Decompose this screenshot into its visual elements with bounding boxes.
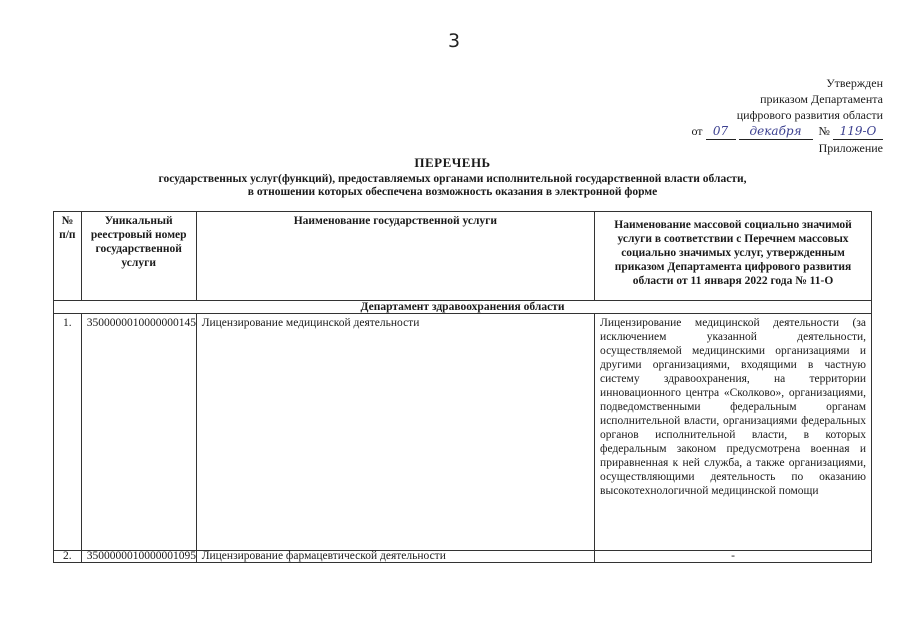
header-registry-number: Уникальный реестровый номер государственной услуги <box>81 212 196 301</box>
row-mass-service-name: Лицензирование медицинской деятельности (за исключением указанной деятельности, осуществляемой медицинскими организациями и другими организациями, входящими в частную систему здравоохранения, на территории инновационного центра «Сколково», организациями, подведомственными федеральным органам исполнительной власти, организациями федеральных органов исполнительной власти, в которых федеральным законом предусмотрена военная и приравненная к ней служба, а также организациями, осуществляющими деятельность по оказанию высокотехнологичной медицинской помощи <box>595 314 872 551</box>
header-number: № п/п <box>54 212 82 301</box>
row-registry-number: 3500000010000000145 <box>81 314 196 551</box>
page-number: 3 <box>448 30 461 52</box>
section-title: Департамент здравоохранения области <box>54 301 872 314</box>
number-label: № <box>818 124 830 138</box>
from-label: от <box>691 124 703 138</box>
section-row <box>54 301 872 314</box>
row-service-name: Лицензирование медицинской деятельности <box>196 314 594 551</box>
document-title: ПЕРЕЧЕНЬ <box>414 155 491 170</box>
table-row <box>54 314 872 551</box>
row-registry-number: 3500000010000001095 <box>81 551 196 563</box>
row-service-name: Лицензирование фармацевтической деятельности <box>196 551 594 563</box>
row-number: 2. <box>54 551 82 563</box>
approval-line-2: приказом Департамента <box>760 92 883 106</box>
approval-date-line <box>691 123 883 140</box>
appendix-label: Приложение <box>818 141 883 155</box>
handwritten-month: декабря <box>739 123 813 140</box>
header-service-name: Наименование государственной услуги <box>196 212 594 301</box>
handwritten-order-number: 119-О <box>833 123 883 140</box>
approval-block <box>691 75 883 156</box>
row-mass-service-name: - <box>595 551 872 563</box>
subtitle-line-2: в отношении которых обеспечена возможность оказания в электронной форме <box>247 186 658 198</box>
services-table <box>53 211 872 563</box>
document-subtitle <box>0 173 905 199</box>
header-mass-service-name: Наименование массовой социально значимой услуги в соответствии с Перечнем массовых социально значимых услуг, утвержденным приказом Департамента цифрового развития области от 11 января 2022 года № 11-О <box>595 212 872 301</box>
table-row <box>54 551 872 563</box>
subtitle-line-1: государственных услуг(функций), предоставляемых органами исполнительной государственной власти области, <box>158 173 747 185</box>
row-number: 1. <box>54 314 82 551</box>
handwritten-day: 07 <box>706 123 736 140</box>
table-header-row <box>54 212 872 301</box>
approval-line-1: Утвержден <box>826 76 883 90</box>
approval-line-3: цифрового развития области <box>736 108 883 122</box>
